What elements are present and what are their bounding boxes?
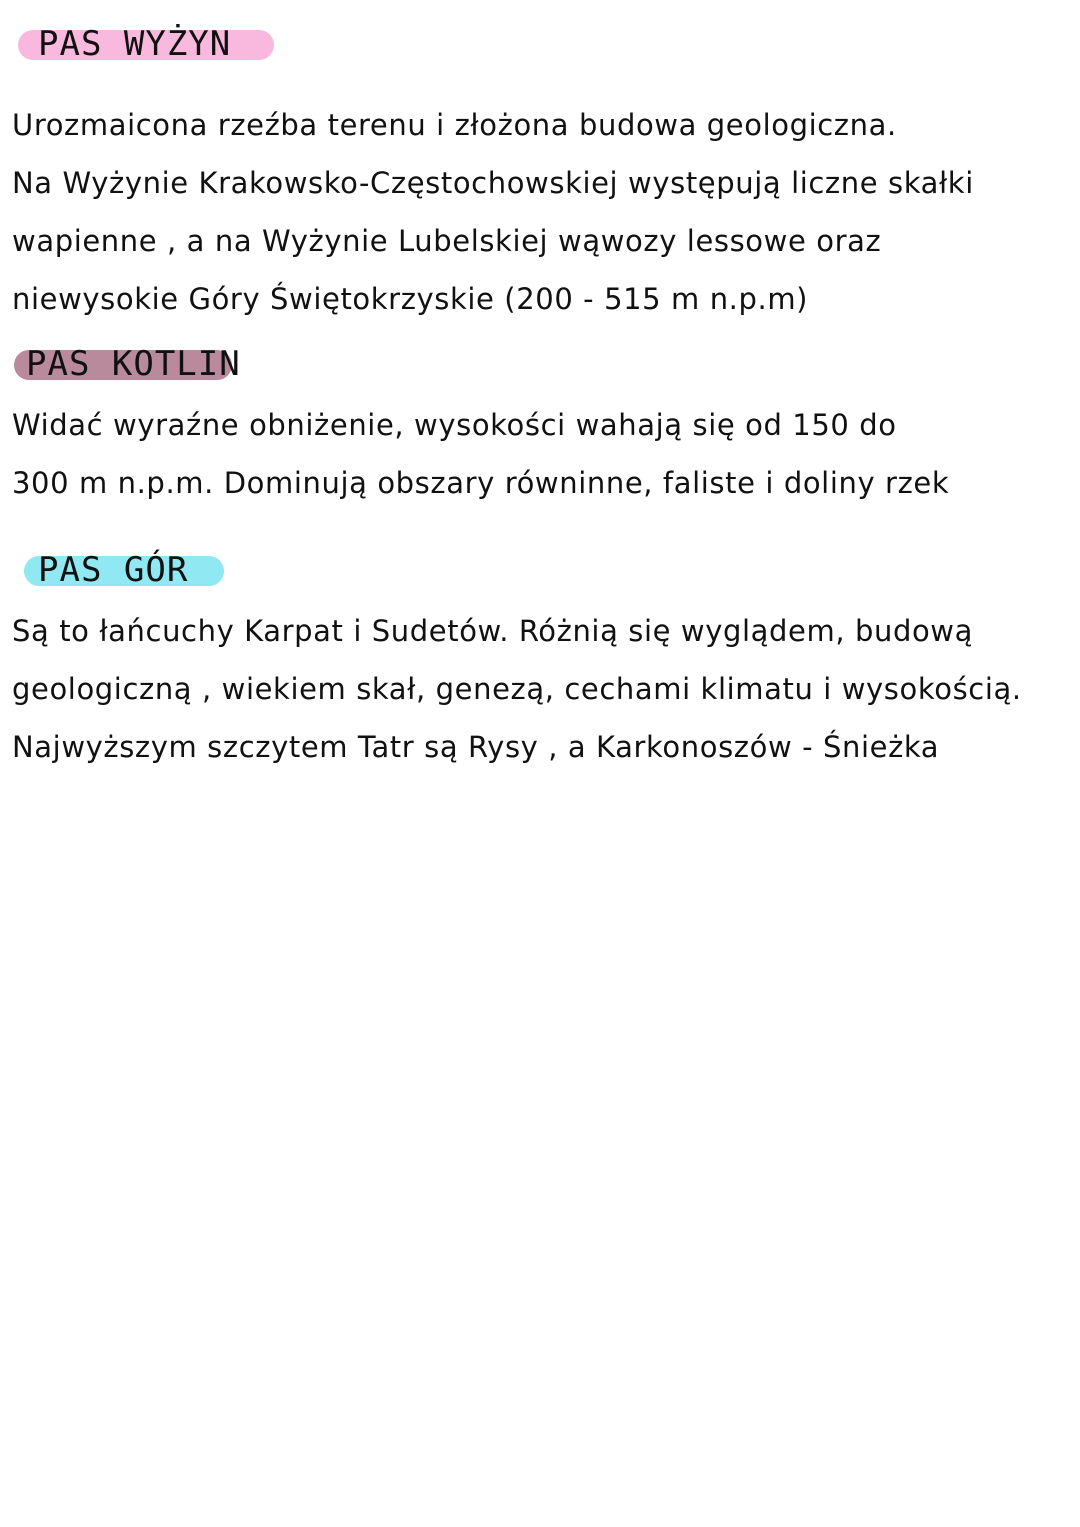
section-heading-wrap [12, 548, 1068, 592]
text-line: geologiczną , wiekiem skał, genezą, cechami klimatu i wysokością. [12, 672, 1022, 706]
text-line: Na Wyżynie Krakowsko-Częstochowskiej występują liczne skałki [12, 166, 974, 200]
text-line: Są to łańcuchy Karpat i Sudetów. Różnią się wyglądem, budową [12, 614, 973, 648]
section-pas-kotlin [12, 342, 1068, 512]
section-body [12, 96, 1068, 328]
section-body [12, 396, 1068, 512]
text-line: niewysokie Góry Świętokrzyskie (200 - 515 m n.p.m) [12, 282, 809, 316]
section-pas-gor [12, 548, 1068, 776]
text-line: Najwyższym szczytem Tatr są Rysy , a Karkonoszów - Śnieżka [12, 730, 940, 764]
section-heading: PAS GÓR [38, 550, 189, 590]
section-body [12, 602, 1068, 776]
section-heading: PAS WYŻYN [38, 24, 232, 64]
section-heading: PAS KOTLIN [26, 344, 241, 384]
text-line: 300 m n.p.m. Dominują obszary równinne, faliste i doliny rzek [12, 466, 950, 500]
section-heading-wrap [12, 342, 1068, 386]
text-line: Widać wyraźne obniżenie, wysokości wahają się od 150 do [12, 408, 897, 442]
text-line: wapienne , a na Wyżynie Lubelskiej wąwozy lessowe oraz [12, 224, 882, 258]
section-pas-wyzyn [12, 22, 1068, 328]
section-heading-wrap [12, 22, 1068, 66]
text-line: Urozmaicona rzeźba terenu i złożona budowa geologiczna. [12, 108, 897, 142]
